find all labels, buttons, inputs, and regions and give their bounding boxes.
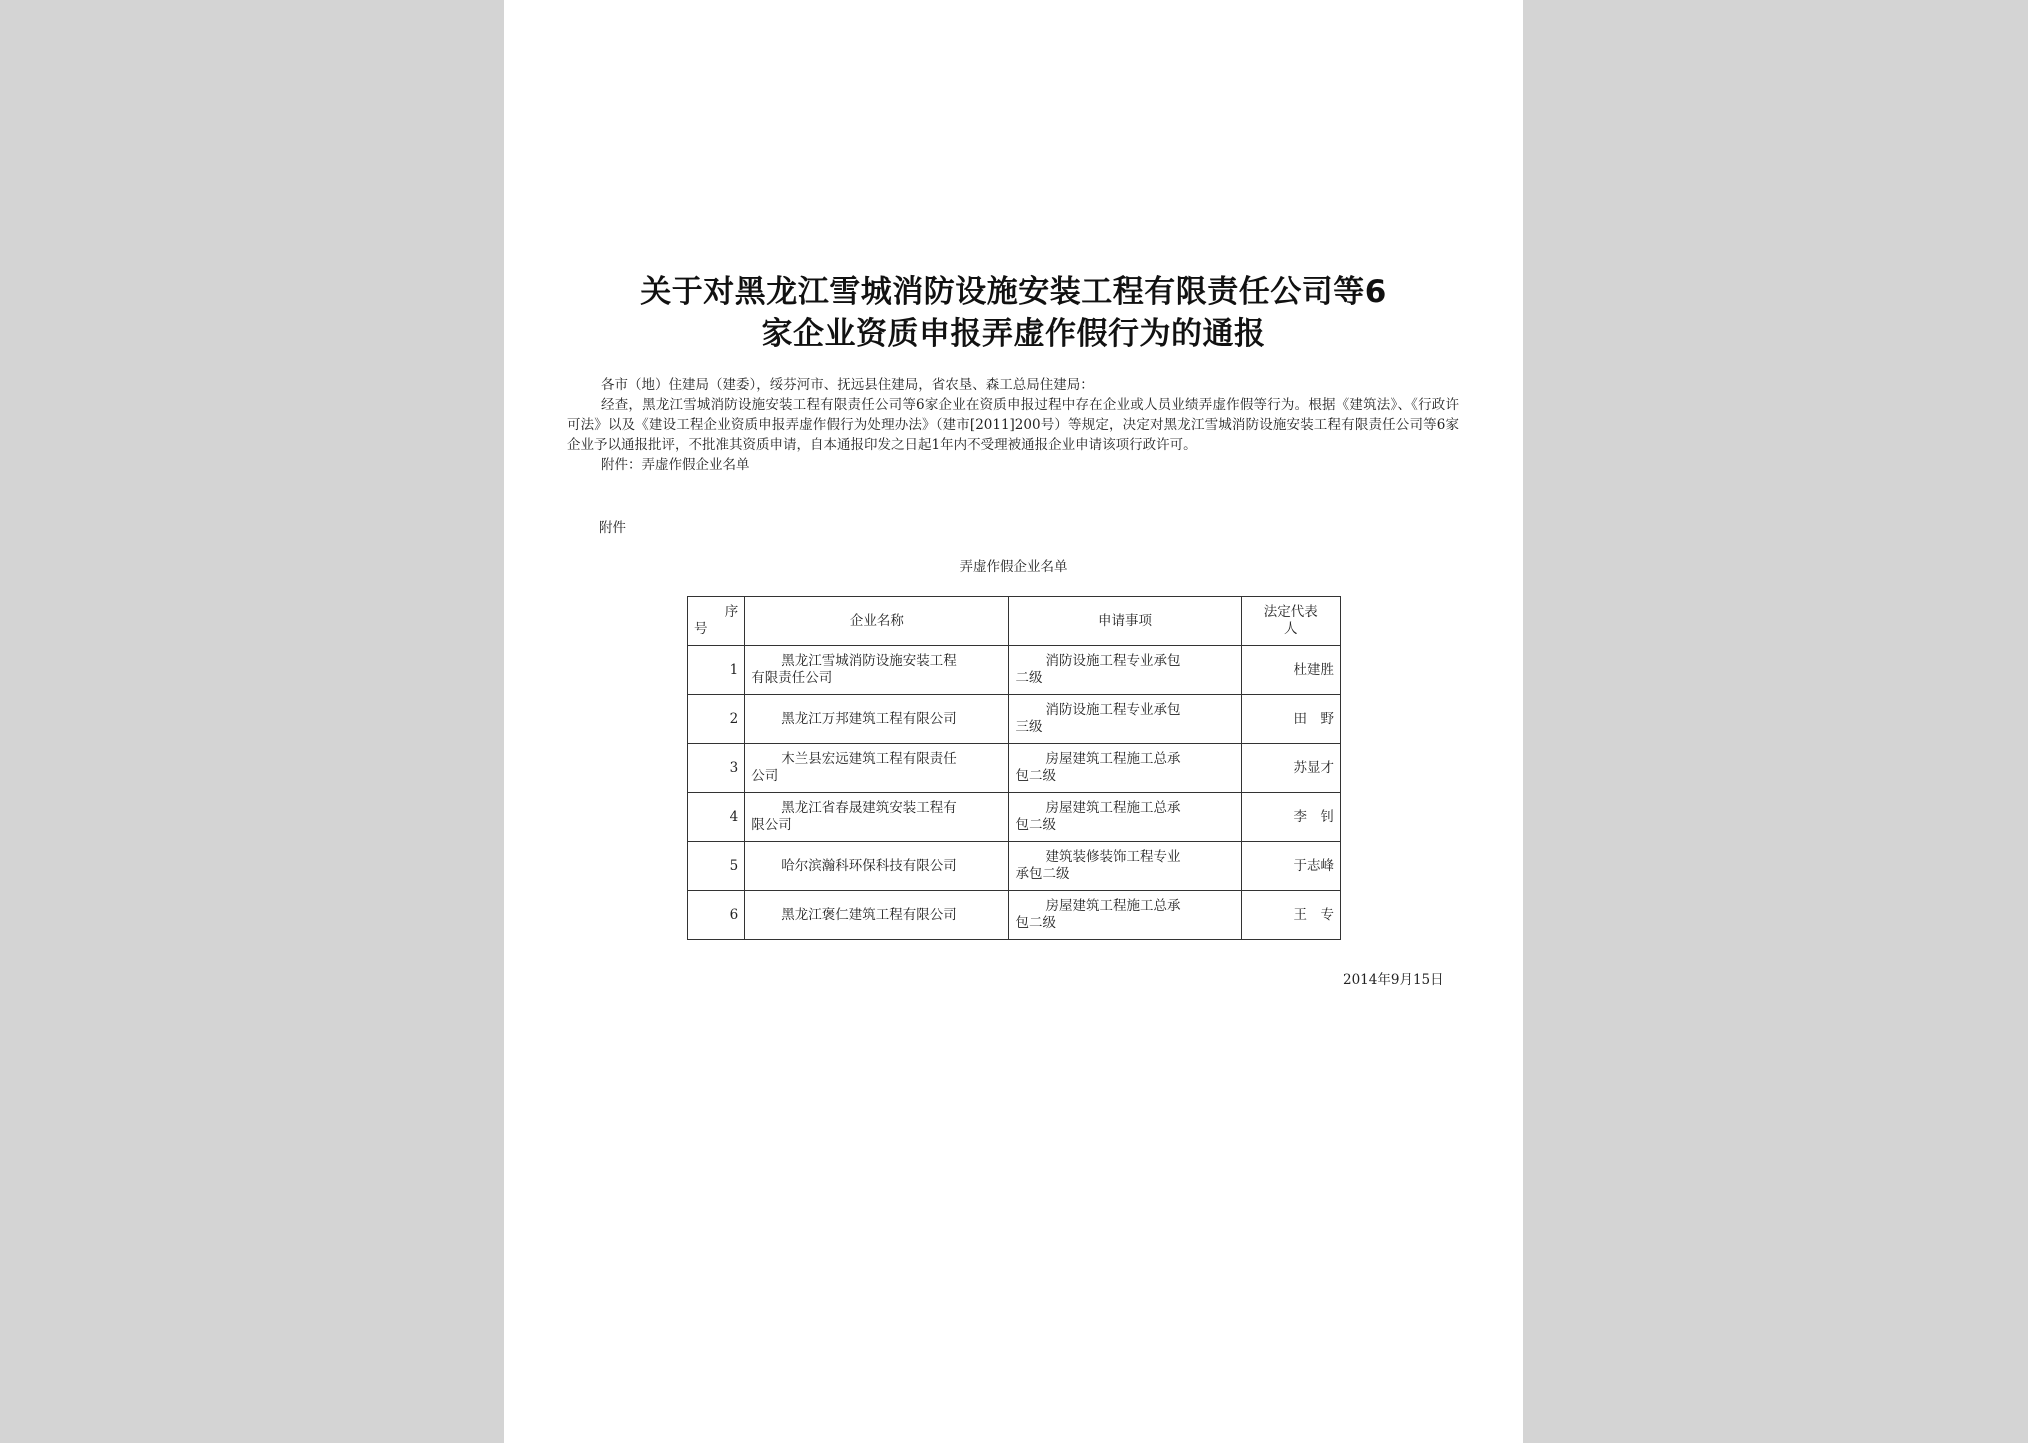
cell-legal-rep: 王 专	[1241, 891, 1340, 940]
attachment-label: 附件	[599, 520, 626, 536]
cell-application-item	[1009, 891, 1241, 940]
enterprise-name-line2: 公司	[751, 768, 779, 784]
cell-legal-rep: 于志峰	[1241, 842, 1340, 891]
cell-application-item	[1009, 744, 1241, 793]
cell-no: 6	[688, 891, 745, 940]
application-item-line2: 三级	[1015, 719, 1043, 735]
cell-enterprise-name	[745, 842, 1009, 891]
application-item-line1: 消防设施工程专业承包	[1045, 702, 1181, 718]
document-title	[504, 271, 1523, 355]
salutation: 各市（地）住建局（建委），绥芬河市、抚远县住建局，省农垦、森工总局住建局：	[601, 377, 1094, 393]
table-header-row	[688, 597, 1341, 646]
enterprise-name-line1: 黑龙江省春晟建筑安装工程有	[781, 800, 957, 816]
enterprise-name-line1: 黑龙江万邦建筑工程有限公司	[781, 710, 957, 727]
application-item-line1: 消防设施工程专业承包	[1045, 653, 1181, 669]
title-line-1: 关于对黑龙江雪城消防设施安装工程有限责任公司等6	[640, 274, 1387, 310]
cell-enterprise-name	[745, 793, 1009, 842]
cell-application-item	[1009, 842, 1241, 891]
document-page	[504, 0, 1523, 1443]
cell-no: 5	[688, 842, 745, 891]
document-date: 2014年9月15日	[1343, 972, 1444, 988]
attachment-note: 附件：弄虚作假企业名单	[601, 457, 750, 473]
cell-no: 3	[688, 744, 745, 793]
cell-legal-rep: 苏显才	[1241, 744, 1340, 793]
enterprise-name-line2: 有限责任公司	[751, 670, 833, 686]
table-row	[688, 744, 1341, 793]
cell-enterprise-name	[745, 695, 1009, 744]
application-item-line2: 二级	[1015, 670, 1043, 686]
cell-legal-rep: 田 野	[1241, 695, 1340, 744]
table-row	[688, 793, 1341, 842]
header-rep	[1241, 597, 1340, 646]
application-item-line2: 承包二级	[1015, 866, 1070, 882]
table-row	[688, 646, 1341, 695]
application-item-line2: 包二级	[1015, 817, 1056, 833]
header-name: 企业名称	[745, 597, 1009, 646]
body-paragraph: 经查，黑龙江雪城消防设施安装工程有限责任公司等6家企业在资质申报过程中存在企业或人员业绩弄虚作假等行为。根据《建筑法》、《行政许可法》以及《建设工程企业资质申报弄虚作假行为处理办法》（建市[2011]200号）等规定，决定对黑龙江雪城消防设施安装工程有限责任公司等6家企业予以通报批评，不批准其资质申请，自本通报印发之日起1年内不受理被通报企业申请该项行政许可。	[567, 397, 1459, 453]
list-title: 弄虚作假企业名单	[959, 559, 1068, 575]
table-row	[688, 891, 1341, 940]
header-no	[688, 597, 745, 646]
enterprise-name-line1: 黑龙江雪城消防设施安装工程	[781, 653, 957, 669]
enterprise-table	[687, 596, 1341, 940]
header-no-line2: 号	[694, 621, 708, 637]
enterprise-name-line1: 黑龙江褒仁建筑工程有限公司	[781, 906, 957, 923]
document-body	[567, 375, 1459, 475]
header-rep-line2: 人	[1284, 621, 1298, 637]
cell-enterprise-name	[745, 646, 1009, 695]
cell-application-item	[1009, 793, 1241, 842]
enterprise-name-line2: 限公司	[751, 817, 792, 833]
application-item-line2: 包二级	[1015, 915, 1056, 931]
application-item-line1: 房屋建筑工程施工总承	[1045, 751, 1181, 767]
header-item: 申请事项	[1009, 597, 1241, 646]
cell-legal-rep: 李 钊	[1241, 793, 1340, 842]
application-item-line1: 房屋建筑工程施工总承	[1045, 800, 1181, 816]
enterprise-name-line1: 哈尔滨瀚科环保科技有限公司	[781, 857, 957, 874]
cell-enterprise-name	[745, 744, 1009, 793]
cell-enterprise-name	[745, 891, 1009, 940]
title-line-2: 家企业资质申报弄虚作假行为的通报	[761, 316, 1266, 352]
cell-no: 2	[688, 695, 745, 744]
table-row	[688, 842, 1341, 891]
application-item-line2: 包二级	[1015, 768, 1056, 784]
cell-legal-rep: 杜建胜	[1241, 646, 1340, 695]
cell-no: 1	[688, 646, 745, 695]
table-row	[688, 695, 1341, 744]
application-item-line1: 建筑装修装饰工程专业	[1045, 849, 1181, 865]
enterprise-name-line1: 木兰县宏远建筑工程有限责任	[781, 751, 957, 767]
cell-application-item	[1009, 646, 1241, 695]
cell-no: 4	[688, 793, 745, 842]
application-item-line1: 房屋建筑工程施工总承	[1045, 898, 1181, 914]
header-rep-line1: 法定代表	[1263, 604, 1318, 620]
header-no-line1: 序	[724, 604, 739, 620]
cell-application-item	[1009, 695, 1241, 744]
